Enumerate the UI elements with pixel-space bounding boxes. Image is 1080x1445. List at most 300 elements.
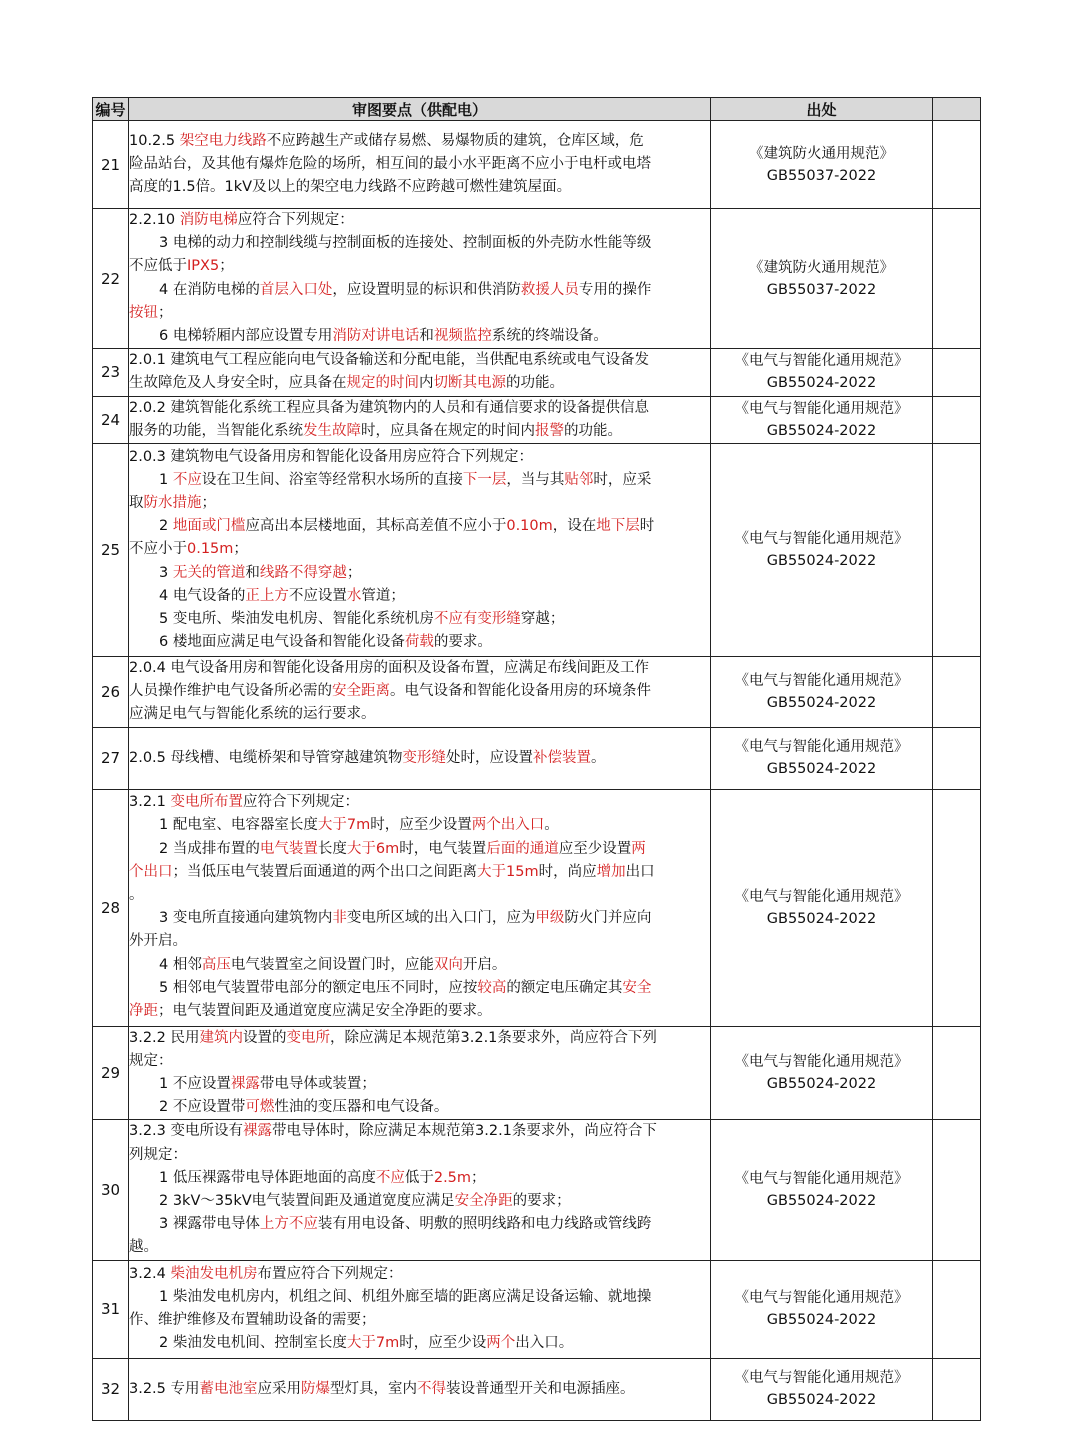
highlighted-term: 补偿装置 (533, 749, 592, 766)
text-line (129, 209, 710, 232)
text-segment: ； (233, 541, 248, 558)
text-line (129, 1050, 710, 1073)
text-segment: 4 电气设备的 (159, 587, 246, 604)
highlighted-term: 较高 (477, 979, 507, 996)
text-line (129, 1144, 710, 1167)
review-point-text (129, 397, 710, 443)
source-standard-code: GB55024-2022 (766, 422, 877, 439)
text-segment: 专用的操作 (578, 281, 652, 298)
extra-cell (933, 1358, 981, 1420)
text-segment: 带电导体时，除应满足本规范第3.2.1条要求外，尚应符合下 (272, 1123, 657, 1140)
review-point-text (129, 1263, 710, 1356)
text-segment: ，应设置明显的标识和供消防 (332, 281, 521, 298)
text-line (129, 838, 710, 861)
text-segment: 3 电梯的动力和控制线缆与控制面板的连接处、控制面板的外壳防水性能等级 (159, 235, 652, 252)
text-segment: 5 变电所、柴油发电机房、智能化系统机房 (159, 611, 434, 628)
source-standard-name: 《电气与智能化通用规范》 (734, 400, 909, 417)
highlighted-term: 变电所 (286, 1029, 331, 1046)
text-segment: 系统的终端设备。 (491, 328, 608, 345)
text-segment: 2.0.3 建筑物电气设备用房和智能化设备用房应符合下列规定： (129, 448, 534, 465)
text-segment: 1 不应设置 (159, 1076, 231, 1093)
text-line (129, 538, 710, 561)
text-segment: 的功能。 (564, 422, 622, 439)
text-line (129, 1000, 710, 1023)
row-number: 24 (93, 396, 129, 443)
review-point-text (129, 657, 710, 727)
highlighted-term: 不应有变形缝 (433, 611, 521, 628)
text-segment: 。 (544, 817, 559, 834)
text-segment: 的额定电压确定其 (506, 979, 623, 996)
row-number: 22 (93, 209, 129, 349)
table-body (93, 121, 981, 1421)
text-segment: 列规定： (129, 1146, 187, 1163)
source-reference (711, 1358, 933, 1420)
source-standard-name: 《电气与智能化通用规范》 (734, 531, 909, 548)
text-line (129, 492, 710, 515)
text-segment: 的要求； (512, 1193, 571, 1210)
highlighted-term: 大于7m (346, 1335, 400, 1352)
text-segment: 3 裸露带电导体 (159, 1216, 260, 1233)
text-line (129, 631, 710, 654)
text-segment: 时，应至少设置 (370, 817, 472, 834)
text-segment: 2.0.5 母线槽、电缆桥架和导管穿越建筑物 (129, 749, 403, 766)
text-line (129, 130, 710, 153)
header-number: 编号 (93, 98, 129, 121)
highlighted-term: 按钮 (129, 304, 158, 321)
source-reference (711, 657, 933, 728)
text-line (129, 176, 710, 199)
highlighted-term: 电气装置 (259, 840, 318, 857)
highlighted-term: 发生故障 (303, 422, 361, 439)
review-point (129, 657, 711, 728)
review-point-text (129, 791, 710, 1024)
text-line (129, 1190, 710, 1213)
source-standard-name: 《电气与智能化通用规范》 (734, 672, 909, 689)
text-line (129, 1027, 710, 1050)
highlighted-term: 0.10m (506, 518, 553, 535)
row-number: 26 (93, 657, 129, 728)
text-segment: 1 低压裸露带电导体距地面的高度 (159, 1169, 376, 1186)
text-segment: 的要求。 (433, 634, 492, 651)
text-segment: 1 (159, 471, 173, 488)
highlighted-term: 正上方 (245, 587, 289, 604)
text-line (129, 325, 710, 348)
review-point (129, 444, 711, 657)
text-line (129, 1023, 710, 1024)
header-source: 出处 (711, 98, 933, 121)
highlighted-term: 蓄电池室 (199, 1380, 258, 1397)
text-segment: 应至少设置 (558, 840, 632, 857)
review-point (129, 396, 711, 443)
text-segment: 的功能。 (506, 375, 564, 392)
extra-cell (933, 209, 981, 349)
highlighted-term: 安全净距 (454, 1193, 513, 1210)
text-segment: 2.2.10 (129, 212, 180, 228)
text-segment: 出口 (625, 863, 655, 880)
source-reference (711, 789, 933, 1026)
highlighted-term: 柴油发电机房 (170, 1265, 258, 1282)
text-segment: 。 (591, 749, 606, 766)
table-row (93, 789, 981, 1026)
review-point-text (129, 1378, 710, 1401)
text-segment: 1 柴油发电机房内，机组之间、机组外廊至墙的距离应满足设备运输、就地操 (159, 1288, 652, 1305)
highlighted-term: 净距 (129, 1002, 158, 1019)
review-point-text (129, 349, 710, 395)
source-standard-code: GB55024-2022 (766, 1076, 877, 1093)
text-segment: 3.2.4 (129, 1265, 171, 1282)
text-line (129, 1286, 710, 1309)
text-segment: 3 (159, 564, 173, 581)
text-line (129, 884, 710, 907)
row-number: 28 (93, 789, 129, 1026)
text-segment: ； (471, 1169, 486, 1186)
highlighted-term: IPX5 (187, 258, 220, 275)
header-review-points: 审图要点（供配电） (129, 98, 711, 121)
text-segment: 应符合下列规定： (237, 212, 354, 228)
row-number: 21 (93, 121, 129, 209)
highlighted-term: 切断其电源 (433, 375, 506, 392)
text-segment: 3.2.1 (129, 794, 171, 811)
highlighted-term: 防水措施 (143, 495, 202, 512)
text-line (129, 907, 710, 930)
table-row (93, 209, 981, 349)
table-row (93, 396, 981, 443)
text-segment: 3 变电所直接通向建筑物内 (159, 910, 333, 927)
review-point (129, 209, 711, 349)
text-segment: 长度 (317, 840, 347, 857)
review-table (92, 97, 981, 1421)
table-row (93, 444, 981, 657)
text-segment: 2.0.1 建筑电气工程应能向电气设备输送和分配电能，当供配电系统或电气设备发 (129, 352, 650, 369)
highlighted-term: 双向 (433, 956, 463, 973)
text-segment: ，当与其 (506, 471, 565, 488)
highlighted-term: 高压 (201, 956, 231, 973)
text-segment: 越。 (129, 1239, 158, 1256)
text-segment: 低于 (404, 1169, 434, 1186)
text-segment: 装有用电设备、明敷的照明线路和电力线路或管线跨 (317, 1216, 652, 1233)
source-standard-code: GB55024-2022 (766, 910, 877, 927)
text-segment: 2 不应设置带 (159, 1099, 246, 1116)
source-reference (711, 121, 933, 209)
review-point-text (129, 209, 710, 348)
text-segment: 规定： (129, 1052, 173, 1069)
highlighted-term: 防爆 (301, 1380, 331, 1397)
source-standard-name: 《电气与智能化通用规范》 (734, 1370, 909, 1387)
highlighted-term: 个出口 (129, 863, 173, 880)
highlighted-term: 消防对讲电话 (332, 328, 420, 345)
table-row (93, 1026, 981, 1120)
text-segment: 4 在消防电梯的 (159, 281, 260, 298)
text-segment: 管道； (361, 587, 405, 604)
highlighted-term: 甲级 (535, 910, 565, 927)
text-line (129, 469, 710, 492)
extra-cell (933, 444, 981, 657)
text-segment: 时，应采 (593, 471, 652, 488)
source-reference (711, 727, 933, 789)
source-standard-code: GB55024-2022 (766, 553, 877, 570)
highlighted-term: 增加 (596, 863, 626, 880)
text-segment: 设在卫生间、浴室等经常积水场所的直接 (201, 471, 463, 488)
highlighted-term: 下一层 (462, 471, 507, 488)
extra-cell (933, 1120, 981, 1260)
text-segment: 险品站台，及其他有爆炸危险的场所，相互间的最小水平距离不应小于电杆或电塔 (129, 155, 651, 172)
extra-cell (933, 1026, 981, 1120)
text-segment: 1 配电室、电容器室长度 (159, 817, 318, 834)
text-segment: 处时，应设置 (446, 749, 534, 766)
text-line (129, 372, 710, 395)
highlighted-term: 非 (332, 910, 347, 927)
review-point-text (129, 1027, 710, 1120)
highlighted-term: 线路不得穿越 (259, 564, 347, 581)
text-segment: ，设在 (552, 518, 597, 535)
highlighted-term: 地下层 (596, 518, 640, 535)
text-segment: 和 (419, 328, 434, 345)
row-number: 29 (93, 1026, 129, 1120)
row-number: 27 (93, 727, 129, 789)
text-line (129, 1332, 710, 1355)
text-segment: 穿越； (520, 611, 565, 628)
text-segment: 高度的1.5倍。1kV及以上的架空电力线路不应跨越可燃性建筑屋面。 (129, 179, 572, 196)
source-reference (711, 1120, 933, 1260)
text-segment: 变电所区域的出入口门，应为 (346, 910, 536, 927)
table-row (93, 121, 981, 209)
source-reference (711, 396, 933, 443)
source-standard-code: GB55037-2022 (766, 167, 877, 184)
source-standard-code: GB55024-2022 (766, 694, 877, 711)
review-point (129, 1120, 711, 1260)
highlighted-term: 贴邻 (564, 471, 594, 488)
table-row (93, 349, 981, 396)
highlighted-term: 大于6m (346, 840, 400, 857)
text-segment: 内 (419, 375, 434, 392)
text-segment: 4 相邻 (159, 956, 202, 973)
highlighted-term: 不得 (417, 1380, 447, 1397)
text-segment: 不应低于 (129, 258, 187, 275)
text-line (129, 977, 710, 1000)
highlighted-term: 可燃 (245, 1099, 275, 1116)
source-reference (711, 209, 933, 349)
text-segment: 3.2.3 变电所设有 (129, 1123, 244, 1140)
text-line (129, 1167, 710, 1190)
highlighted-term: 不应 (172, 471, 202, 488)
source-standard-code: GB55024-2022 (766, 761, 877, 778)
text-line (129, 1263, 710, 1286)
highlighted-term: 0.15m (187, 541, 234, 558)
text-segment: 2 (159, 518, 173, 535)
text-line (129, 1213, 710, 1236)
highlighted-term: 首层入口处 (259, 281, 333, 298)
highlighted-term: 上方不应 (259, 1216, 318, 1233)
extra-cell (933, 349, 981, 396)
highlighted-term: 变形缝 (402, 749, 447, 766)
source-standard-name: 《电气与智能化通用规范》 (734, 1054, 909, 1071)
row-number: 31 (93, 1260, 129, 1358)
text-segment: 取 (129, 495, 144, 512)
text-line (129, 232, 710, 255)
review-point (129, 121, 711, 209)
highlighted-term: 安全距离 (332, 683, 390, 700)
text-line (129, 861, 710, 884)
text-segment: 10.2.5 (129, 132, 180, 149)
highlighted-term: 荷载 (404, 634, 434, 651)
text-segment: 性油的变压器和电气设备。 (274, 1099, 449, 1116)
text-segment: 型灯具，室内 (330, 1380, 418, 1397)
table-row (93, 1358, 981, 1420)
text-line (129, 255, 710, 278)
text-segment: 3.2.5 专用 (129, 1380, 200, 1397)
highlighted-term: 变电所布置 (170, 794, 244, 811)
source-standard-name: 《电气与智能化通用规范》 (734, 1290, 909, 1307)
text-segment: 防火门并应向 (564, 910, 652, 927)
text-line (129, 397, 710, 420)
text-segment: 设置的 (243, 1029, 287, 1046)
highlighted-term: 两个出入口 (471, 817, 545, 834)
source-standard-code: GB55024-2022 (766, 1392, 877, 1409)
review-point-text (129, 446, 710, 655)
text-segment: 人员操作维护电气设备所必需的 (129, 683, 332, 700)
text-line (129, 515, 710, 538)
text-segment: 6 楼地面应满足电气设备和智能化设备 (159, 634, 405, 651)
text-segment: 出入口。 (515, 1335, 574, 1352)
review-point-text (129, 130, 710, 200)
source-reference (711, 444, 933, 657)
source-reference (711, 349, 933, 396)
text-line (129, 1120, 710, 1143)
source-reference (711, 1026, 933, 1120)
text-line (129, 585, 710, 608)
text-line (129, 747, 710, 770)
review-point (129, 727, 711, 789)
text-segment: ，除应满足本规范第3.2.1条要求外，尚应符合下列 (330, 1029, 657, 1046)
row-number: 25 (93, 444, 129, 657)
text-line (129, 930, 710, 953)
source-standard-name: 《电气与智能化通用规范》 (734, 739, 909, 756)
extra-cell (933, 1260, 981, 1358)
extra-cell (933, 657, 981, 728)
text-line (129, 302, 710, 325)
text-segment: 不应设置 (288, 587, 347, 604)
highlighted-term: 视频监控 (433, 328, 492, 345)
text-segment: 。 (129, 886, 144, 903)
text-line (129, 1096, 710, 1119)
text-segment: ； (219, 258, 234, 275)
highlighted-term: 2.5m (433, 1169, 472, 1186)
table-row (93, 1120, 981, 1260)
source-standard-name: 《电气与智能化通用规范》 (734, 888, 909, 905)
text-segment: 2 3kV～35kV电气装置间距及通道宽度应满足 (159, 1193, 455, 1210)
source-standard-name: 《电气与智能化通用规范》 (734, 353, 909, 370)
text-line (129, 680, 710, 703)
text-line (129, 1073, 710, 1096)
highlighted-term: 救援人员 (520, 281, 579, 298)
highlighted-term: 大于15m (477, 863, 539, 880)
extra-cell (933, 789, 981, 1026)
highlighted-term: 不应 (375, 1169, 405, 1186)
text-segment: 电气装置室之间设置门时，应能 (230, 956, 434, 973)
highlighted-term: 后面的通道 (486, 840, 559, 857)
text-line (129, 1309, 710, 1332)
text-segment: 时 (639, 518, 655, 535)
highlighted-term: 地面或门槛 (172, 518, 246, 535)
text-segment: 3.2.2 民用 (129, 1029, 200, 1046)
review-point (129, 1358, 711, 1420)
text-line (129, 608, 710, 631)
highlighted-term: 水 (346, 587, 362, 604)
highlighted-term: 安全 (622, 979, 652, 996)
text-segment: 生故障危及人身安全时，应具备在 (129, 375, 347, 392)
row-number: 23 (93, 349, 129, 396)
text-segment: 带电导体或装置； (259, 1076, 376, 1093)
text-segment: 外开启。 (129, 933, 187, 950)
text-segment: ；当低压电气装置后面通道的两个出口之间距离 (172, 863, 477, 880)
text-segment: ； (346, 564, 362, 581)
extra-cell (933, 121, 981, 209)
text-line (129, 446, 710, 469)
text-segment: 时，尚应 (538, 863, 597, 880)
source-standard-code: GB55024-2022 (766, 375, 877, 392)
table-row (93, 657, 981, 728)
text-segment: 2.0.2 建筑智能化系统工程应具备为建筑物内的人员和有通信要求的设备提供信息 (129, 399, 650, 416)
row-number: 30 (93, 1120, 129, 1260)
text-segment: 2.0.4 电气设备用房和智能化设备用房的面积及设备布置，应满足布线间距及工作 (129, 660, 650, 677)
source-standard-name: 《电气与智能化通用规范》 (734, 1171, 909, 1188)
text-segment: ； (201, 495, 216, 512)
source-standard-code: GB55037-2022 (766, 281, 877, 298)
review-point (129, 349, 711, 396)
text-segment: 时，电气装置 (399, 840, 487, 857)
table-row (93, 1260, 981, 1358)
source-standard-name: 《建筑防火通用规范》 (749, 145, 894, 162)
text-segment: ； (158, 304, 173, 321)
highlighted-term: 无关的管道 (172, 564, 246, 581)
text-line (129, 153, 710, 176)
text-segment: 不应跨越生产或储存易燃、易爆物质的建筑，仓库区域，危 (266, 132, 644, 149)
source-standard-name: 《建筑防火通用规范》 (749, 259, 894, 276)
text-line (129, 562, 710, 585)
highlighted-term: 两 (631, 840, 646, 857)
highlighted-term: 消防电梯 (179, 212, 238, 228)
text-line (129, 420, 710, 443)
highlighted-term: 大于7m (317, 817, 371, 834)
text-line (129, 657, 710, 680)
text-line (129, 814, 710, 837)
text-segment: 和 (245, 564, 260, 581)
table-row (93, 727, 981, 789)
text-segment: 时，应至少设 (399, 1335, 487, 1352)
source-reference (711, 1260, 933, 1358)
review-point (129, 1026, 711, 1120)
text-segment: 应满足电气与智能化系统的运行要求。 (129, 706, 376, 723)
text-line (129, 954, 710, 977)
text-segment: 5 相邻电气装置带电部分的额定电压不同时，应按 (159, 979, 478, 996)
highlighted-term: 两个 (486, 1335, 516, 1352)
text-segment: 作、维护维修及布置辅助设备的需要； (129, 1312, 376, 1329)
text-segment: 2 当成排布置的 (159, 840, 260, 857)
text-segment: 6 电梯轿厢内部应设置专用 (159, 328, 333, 345)
text-segment: 应符合下列规定： (243, 794, 360, 811)
row-number: 32 (93, 1358, 129, 1420)
highlighted-term: 架空电力线路 (179, 132, 267, 149)
text-segment: 。电气设备和智能化设备用房的环境条件 (390, 683, 651, 700)
text-line (129, 1236, 710, 1259)
text-line (129, 279, 710, 302)
highlighted-term: 建筑内 (199, 1029, 244, 1046)
extra-cell (933, 727, 981, 789)
text-segment: 不应小于 (129, 541, 187, 558)
review-point (129, 1260, 711, 1358)
text-line (129, 703, 710, 726)
text-line (129, 1378, 710, 1401)
